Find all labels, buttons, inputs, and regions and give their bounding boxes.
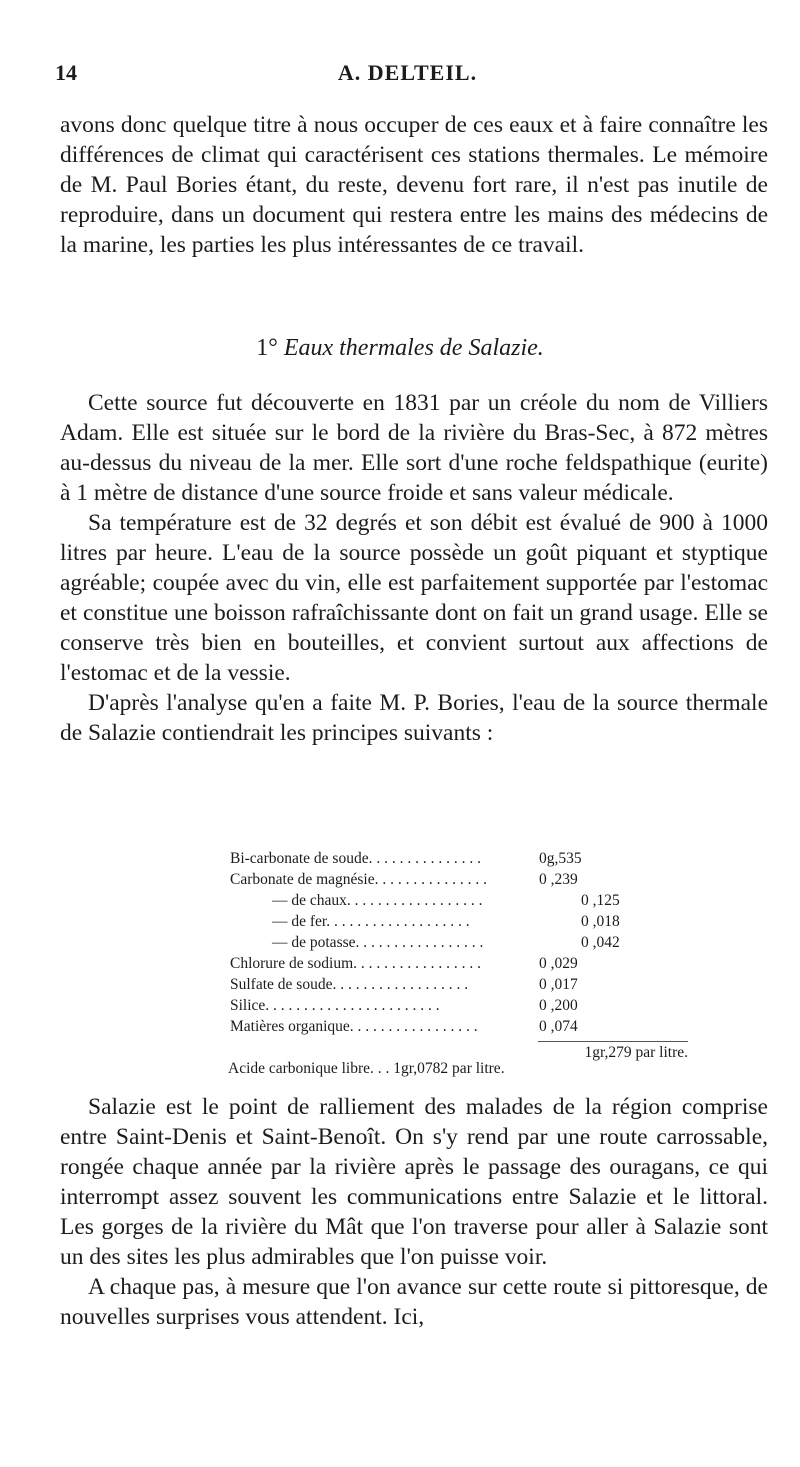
compound-name: Silice. . . . . . . . . . . . . . . . . . . . . . . bbox=[230, 997, 440, 1014]
table-row bbox=[230, 974, 690, 995]
page-header bbox=[55, 60, 760, 90]
paragraph: Cette source fut découverte en 1831 par un créole du nom de Villiers Adam. Elle est située sur le bord de la rivière du Bras-Sec, à 872 mètres au-dessus du niveau de la mer. Elle sort d'une roche feldspathique (eurite) à 1 mètre de distance d'une source froide et sans valeur médicale. bbox=[60, 390, 768, 506]
table-row bbox=[230, 848, 690, 869]
table-row bbox=[230, 1016, 690, 1037]
table-row bbox=[230, 932, 690, 953]
compound-value: 0 ,125 bbox=[581, 892, 620, 909]
acide-line: Acide carbonique libre. . . 1gr,0782 par litre. bbox=[228, 1060, 505, 1077]
running-title: A. DELTEIL. bbox=[337, 60, 478, 85]
compound-value: 0 ,200 bbox=[539, 997, 578, 1014]
closing-body bbox=[60, 1092, 768, 1332]
compound-value: 0 ,029 bbox=[539, 955, 578, 972]
table-row bbox=[230, 953, 690, 974]
compound-name: Sulfate de soude. . . . . . . . . . . . . . . . . . bbox=[230, 976, 469, 993]
compound-name: — de potasse. . . . . . . . . . . . . . . . . bbox=[272, 934, 484, 951]
compound-value: 0 ,042 bbox=[581, 934, 620, 951]
table-row bbox=[230, 869, 690, 890]
compound-name: — de chaux. . . . . . . . . . . . . . . . . . bbox=[272, 892, 483, 909]
page-number: 14 bbox=[55, 60, 77, 85]
analysis-table bbox=[230, 848, 690, 1063]
paragraph: Salazie est le point de ralliement des malades de la région comprise entre Saint-Denis et Saint-Benoît. On s'y rend par une route carrossable, rongée chaque année par la rivière après le passage des ouragans, ce qui interrompt assez souvent les communications entre Salazie et le littoral. Les gorges de la rivière du Mât que l'on traverse pour aller à Salazie sont un des sites les plus admirables que l'on puisse voir. bbox=[60, 1094, 768, 1270]
compound-name: Matières organique. . . . . . . . . . . . . . . . . bbox=[230, 1018, 478, 1035]
table-row bbox=[230, 995, 690, 1016]
paragraph: A chaque pas, à mesure que l'on avance sur cette route si pittoresque, de nouvelles surprises vous attendent. Ici, bbox=[60, 1274, 768, 1330]
intro-text bbox=[60, 110, 768, 260]
section-number: 1° bbox=[256, 335, 278, 361]
compound-name: Chlorure de sodium. . . . . . . . . . . . . . . . . bbox=[230, 955, 481, 972]
compound-value: 0 ,017 bbox=[539, 976, 578, 993]
paragraph: D'après l'analyse qu'en a faite M. P. Bories, l'eau de la source thermale de Salazie contiendrait les principes suivants : bbox=[60, 690, 768, 746]
intro-paragraph: avons donc quelque titre à nous occuper de ces eaux et à faire connaître les différences de climat qui caractérisent ces stations thermales. Le mémoire de M. Paul Bories étant, du reste, devenu fort rare, il n'est pas inutile de reproduire, dans un document qui restera entre les mains des médecins de la marine, les parties les plus intéressantes de ce travail. bbox=[60, 112, 768, 258]
compound-name: Bi-carbonate de soude. . . . . . . . . . . . . . . bbox=[230, 850, 481, 867]
section-title: Eaux thermales de Salazie. bbox=[283, 335, 544, 361]
table-row bbox=[230, 890, 690, 911]
compound-value: 0 ,074 bbox=[539, 1018, 578, 1035]
compound-name: Carbonate de magnésie. . . . . . . . . . . . . . . bbox=[230, 871, 487, 888]
analysis-total: 1gr,279 par litre. bbox=[538, 1041, 688, 1063]
compound-value: 0 ,239 bbox=[539, 871, 578, 888]
table-row bbox=[230, 911, 690, 932]
section-body bbox=[60, 388, 768, 748]
compound-name: — de fer. . . . . . . . . . . . . . . . . . . bbox=[272, 913, 470, 930]
paragraph: Sa température est de 32 degrés et son débit est évalué de 900 à 1000 litres par heure. L'eau de la source possède un goût piquant et styptique agréable; coupée avec du vin, elle est parfaitement supportée par l'estomac et constitue une boisson rafraîchissante dont on fait un grand usage. Elle se conserve très bien en bouteilles, et convient surtout aux affections de l'estomac et de la vessie. bbox=[60, 510, 768, 686]
section-heading bbox=[0, 335, 800, 362]
compound-value: 0 ,018 bbox=[581, 913, 620, 930]
compound-value: 0g,535 bbox=[539, 850, 582, 867]
